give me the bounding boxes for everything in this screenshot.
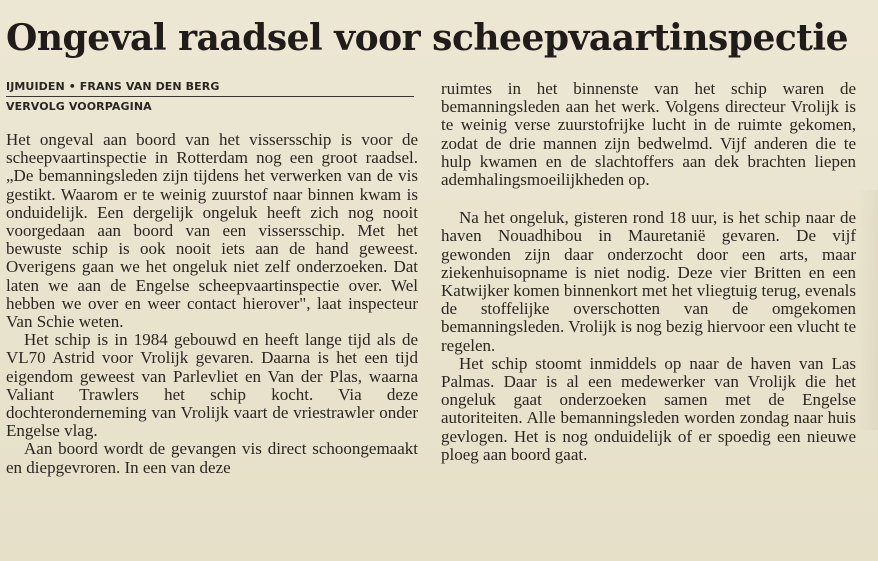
article-column-right: [441, 80, 856, 464]
paragraph-continuation: ruimtes in het binnenste van het schip waren de bemanningsleden aan het werk. Volgens directeur Vrolijk is te weinig verse zuurstofrijke lucht in de ruimte gekomen, zodat de drie mannen zijn bedwelmd. Vijf anderen die te hulp kwamen en de slachtoffers aan dek brachten liepen ademhalingsmoeilijkheden op.: [441, 79, 856, 190]
paragraph-ship-history: Het schip is in 1984 gebouwd en heeft lange tijd als de VL70 Astrid voor Vrolijk gevaren. Daarna is het een tijd eigendom geweest van Parlevliet en Van der Plas, waarna Valiant Trawlers het schip kocht. Via deze dochteronderneming van Vrolijk vaart de vriestrawler onder Engelse vlag.: [6, 330, 418, 441]
article-column-left: [6, 80, 418, 477]
article-byline: IJMUIDEN • FRANS VAN DEN BERG: [6, 80, 414, 97]
paragraph-intro: Het ongeval aan boord van het vissersschip is voor de scheepvaartinspectie in Rotterdam nog een groot raadsel. „De bemanningsleden zijn tijdens het verwerken van de vis gestikt. Waarom er te weinig zuurstof naar binnen kwam is onduidelijk. Een dergelijk ongeluk heeft zich nog nooit voorgedaan aan boord van een vissersschip. Met het bewuste schip is ook nooit iets aan de hand geweest. Overigens gaan we het ongeluk niet zelf onderzoeken. Dat laten we aan de Engelse scheepvaartinspectie over. Wel hebben we over en weer contact hierover", laat inspecteur Van Schie weten.: [6, 130, 418, 332]
paragraph-fish-processing: Aan boord wordt de gevangen vis direct schoongemaakt en diepgevroren. In een van deze: [6, 439, 418, 477]
paragraph-after-accident: Na het ongeluk, gisteren rond 18 uur, is het schip naar de haven Nouadhibou in Mauretanië gevaren. De vijf gewonden zijn daar onderzocht door een arts, maar ziekenhuisopname is niet nodig. Deze vier Britten en een Katwijker komen binnenkort met het vliegtuig terug, evenals de stoffelijke overschotten van de omgekomen bemanningsleden. Vrolijk is nog bezig hiervoor een vlucht te regelen.: [441, 208, 856, 355]
page-edge-shading: [858, 190, 878, 430]
article-headline: Ongeval raadsel voor scheepvaartinspectie: [6, 17, 849, 59]
continuation-label: VERVOLG VOORPAGINA: [6, 100, 152, 113]
paragraph-las-palmas: Het schip stoomt inmiddels op naar de haven van Las Palmas. Daar is al een medewerker van Vrolijk die het ongeluk gaat onderzoeken samen met de Engelse autoriteiten. Alle bemanningsleden worden zondag naar huis gevlogen. Het is nog onduidelijk of er spoedig een nieuwe ploeg aan boord gaat.: [441, 353, 856, 464]
